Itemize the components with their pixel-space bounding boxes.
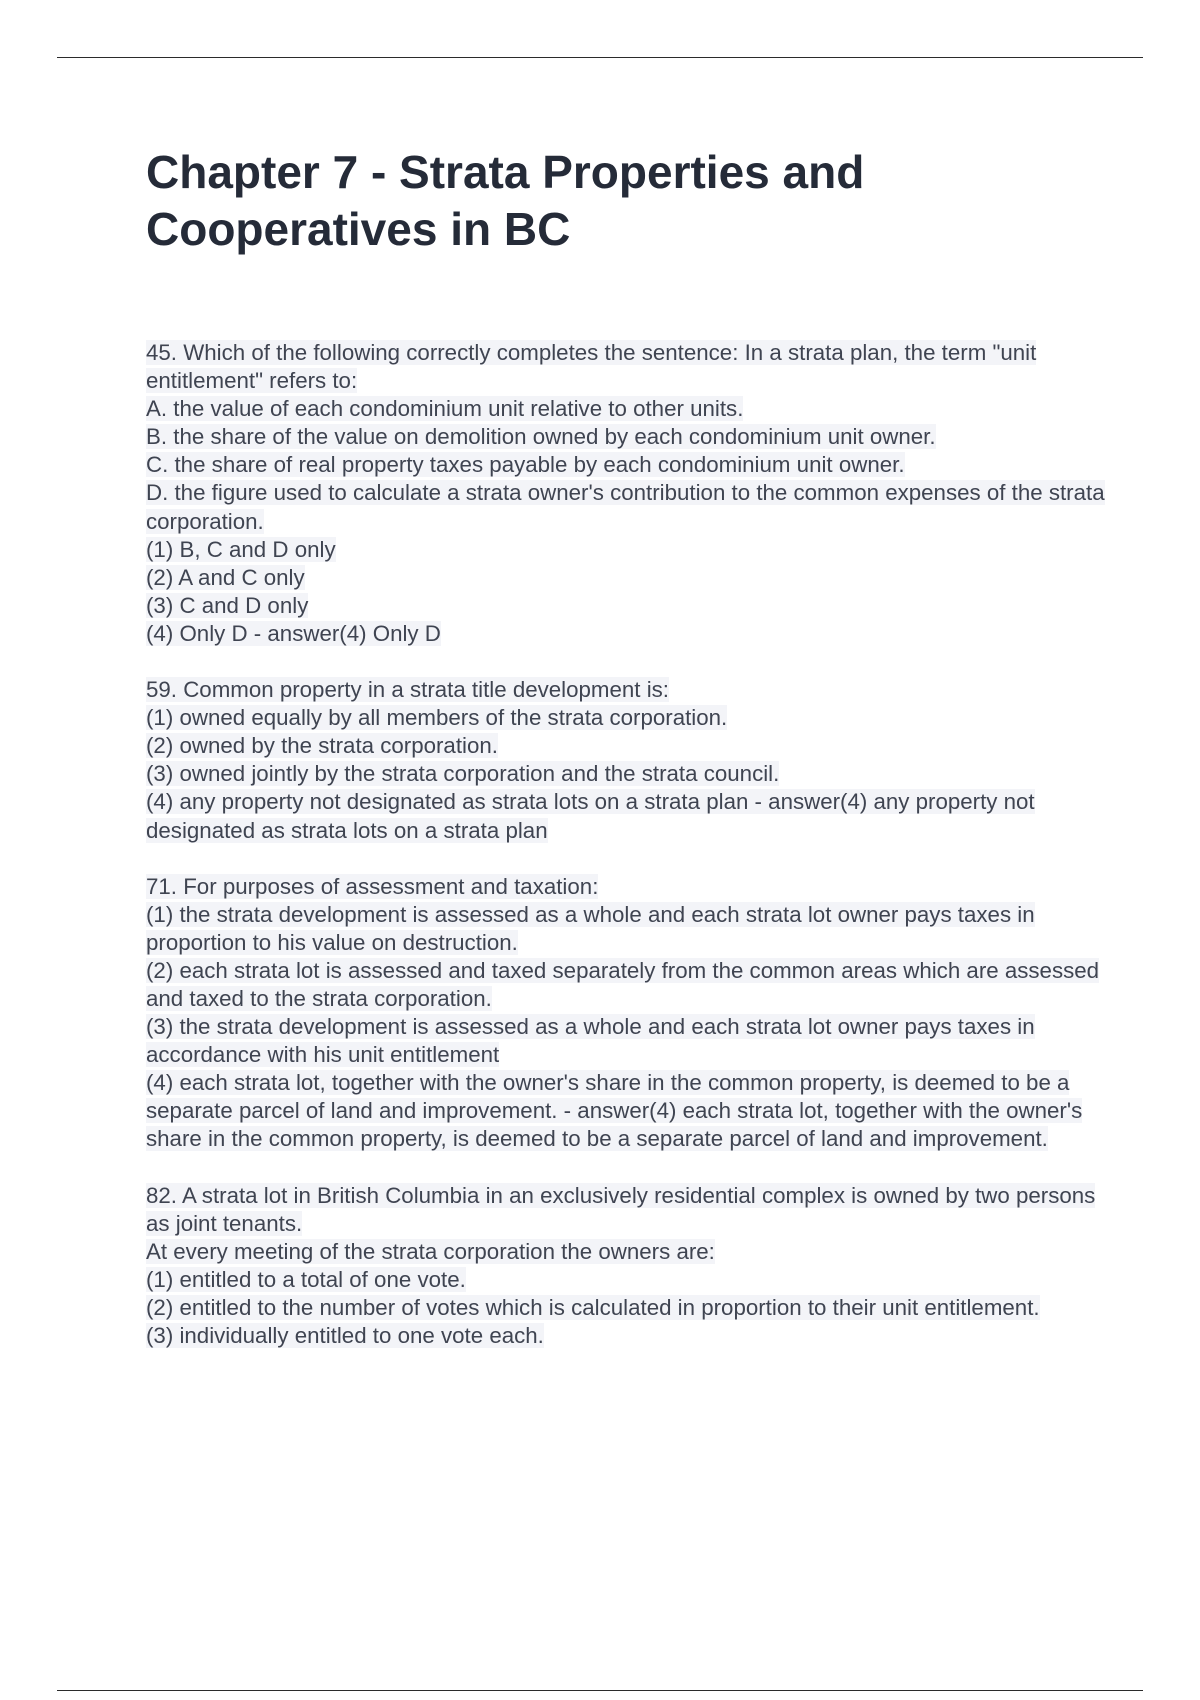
bottom-rule	[57, 1690, 1143, 1691]
question-71	[146, 873, 1106, 1154]
option-line: C. the share of real property taxes payable by each condominium unit owner.	[146, 452, 905, 478]
choice-line: (1) owned equally by all members of the strata corporation.	[146, 705, 728, 731]
document-title: Chapter 7 - Strata Properties and Cooperatives in BC	[146, 146, 865, 255]
answer-line: (4) Only D - answer(4) Only D	[146, 620, 441, 646]
question-59	[146, 676, 1106, 845]
choice-line: (3) the strata development is assessed as a whole and each strata lot owner pays taxes in accordance with his unit entitlement	[146, 1014, 1035, 1068]
choice-line: (2) entitled to the number of votes which is calculated in proportion to their unit entitlement.	[146, 1294, 1040, 1320]
choice-line: (1) the strata development is assessed as a whole and each strata lot owner pays taxes in proportion to his value on destruction.	[146, 901, 1035, 955]
choice-line: (2) owned by the strata corporation.	[146, 733, 498, 759]
option-line: D. the figure used to calculate a strata owner's contribution to the common expenses of the strata corporation.	[146, 480, 1105, 534]
choice-line: (3) C and D only	[146, 592, 309, 618]
option-line: B. the share of the value on demolition owned by each condominium unit owner.	[146, 424, 936, 450]
answer-line: (4) each strata lot, together with the owner's share in the common property, is deemed to be a separate parcel of land and improvement. - answer(4) each strata lot, together with the owner's share in the common property, is deemed to be a separate parcel of land and improvement.	[146, 1070, 1083, 1152]
question-82	[146, 1182, 1106, 1351]
question-text: At every meeting of the strata corporation the owners are:	[146, 1238, 715, 1264]
option-line: A. the value of each condominium unit relative to other units.	[146, 396, 744, 422]
question-text: 82. A strata lot in British Columbia in an exclusively residential complex is owned by two persons as joint tenants.	[146, 1182, 1096, 1236]
question-text: 59. Common property in a strata title development is:	[146, 677, 669, 703]
choice-line: (2) A and C only	[146, 564, 305, 590]
answer-line: (4) any property not designated as strata lots on a strata plan - answer(4) any property not designated as strata lots on a strata plan	[146, 789, 1035, 843]
choice-line: (1) B, C and D only	[146, 536, 336, 562]
choice-line: (1) entitled to a total of one vote.	[146, 1266, 466, 1292]
top-rule	[57, 57, 1143, 58]
question-text: 45. Which of the following correctly completes the sentence: In a strata plan, the term "unit entitlement" refers to:	[146, 340, 1037, 394]
choice-line: (2) each strata lot is assessed and taxed separately from the common areas which are assessed and taxed to the strata corporation.	[146, 957, 1100, 1011]
question-text: 71. For purposes of assessment and taxation:	[146, 873, 599, 899]
question-list	[146, 339, 1106, 1378]
question-45	[146, 339, 1106, 648]
choice-line: (3) individually entitled to one vote each.	[146, 1323, 544, 1348]
choice-line: (3) owned jointly by the strata corporation and the strata council.	[146, 761, 780, 787]
